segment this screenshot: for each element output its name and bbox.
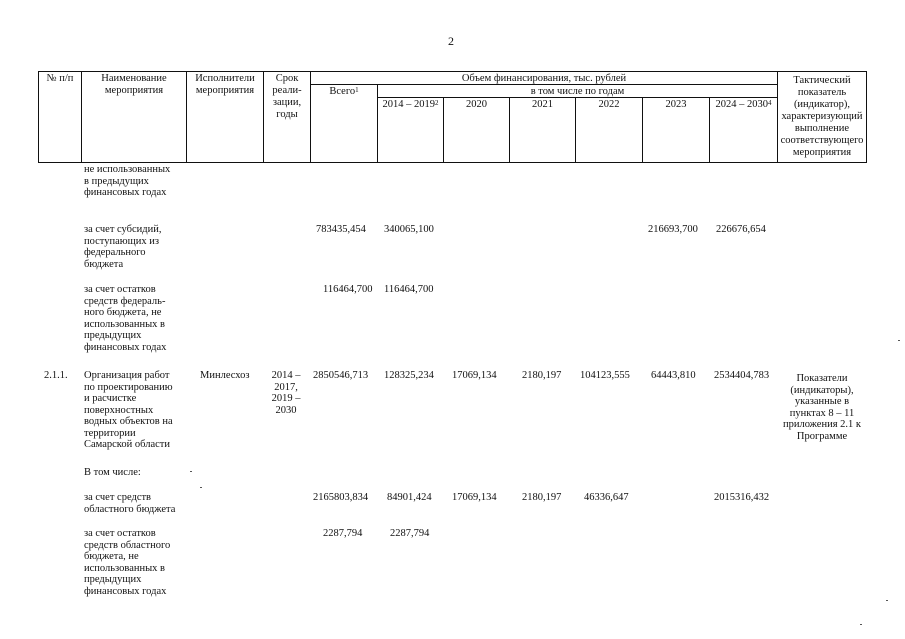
header-finance-title: Объем финансирования, тыс. рублей	[461, 73, 627, 84]
row-name: В том числе:	[84, 467, 141, 478]
row-2014-2019: 2287,794	[390, 528, 430, 539]
row-name: за счет субсидий, поступающих из федерального бюджета	[84, 224, 162, 270]
row-total: 2850546,713	[313, 370, 369, 381]
row-total: 2287,794	[323, 528, 363, 539]
row-2021: 2180,197	[522, 370, 562, 381]
row-name: за счет остатков средств федераль- ного бюджета, не использованных в предыдущих финансовых годах	[84, 284, 167, 353]
scan-speck	[200, 487, 202, 488]
row-name: за счет средств областного бюджета	[84, 492, 176, 515]
row-name: за счет остатков средств областного бюджета, не использованных в предыдущих финансовых годах	[84, 528, 171, 597]
row-total: 2165803,834	[313, 492, 369, 503]
header-year-2022: 2022	[598, 99, 620, 110]
scan-speck	[886, 600, 888, 601]
row-2024-2030: 2534404,783	[714, 370, 770, 381]
row-2023: 64443,810	[651, 370, 696, 381]
header-number: № п/п	[46, 73, 74, 84]
row-2023: 216693,700	[648, 224, 698, 235]
header-year-2023: 2023	[665, 99, 687, 110]
row-executor: Минлесхоз	[200, 370, 250, 381]
row-indicator: Показатели (индикаторы), указанные в пунктах 8 – 11 приложения 2.1 к Программе	[782, 373, 862, 442]
row-2014-2019: 116464,700	[384, 284, 434, 295]
header-executors: Исполнители мероприятия	[195, 73, 255, 96]
scan-speck	[190, 471, 192, 472]
row-2014-2019: 128325,234	[384, 370, 434, 381]
row-name: не использованных в предыдущих финансовых годах	[84, 164, 171, 198]
header-name: Наименование мероприятия	[101, 73, 167, 96]
header-year-2020: 2020	[466, 99, 487, 110]
header-term: Срок реали- зации, годы	[272, 73, 302, 120]
row-total: 783435,454	[316, 224, 366, 235]
row-2014-2019: 84901,424	[387, 492, 432, 503]
header-year-2024-2030: 2024 – 2030$^4$	[715, 99, 772, 110]
row-number: 2.1.1.	[44, 370, 68, 381]
page-number: 2	[448, 34, 454, 48]
scan-speck	[898, 340, 900, 341]
row-2022: 104123,555	[580, 370, 630, 381]
row-2014-2019: 340065,100	[384, 224, 434, 235]
row-2024-2030: 226676,654	[716, 224, 766, 235]
scan-speck	[860, 624, 862, 625]
row-2024-2030: 2015316,432	[714, 492, 770, 503]
header-total: Всего$^1$	[329, 86, 359, 97]
header-indicator: Тактический показатель (индикатор), характеризующий выполнение соответствующего мероприятия	[780, 75, 864, 158]
row-total: 116464,700	[323, 284, 373, 295]
row-term: 2014 – 2017, 2019 – 2030	[271, 370, 301, 416]
header-year-2014-2019: 2014 – 2019$^2$	[382, 99, 439, 110]
row-2021: 2180,197	[522, 492, 562, 503]
header-by-years: в том числе по годам	[530, 86, 625, 97]
header-year-2021: 2021	[532, 99, 553, 110]
row-2022: 46336,647	[584, 492, 629, 503]
row-2020: 17069,134	[452, 492, 497, 503]
row-name: Организация работ по проектированию и расчистке поверхностных водных объектов на территории Самарской области	[84, 370, 173, 450]
row-2020: 17069,134	[452, 370, 497, 381]
